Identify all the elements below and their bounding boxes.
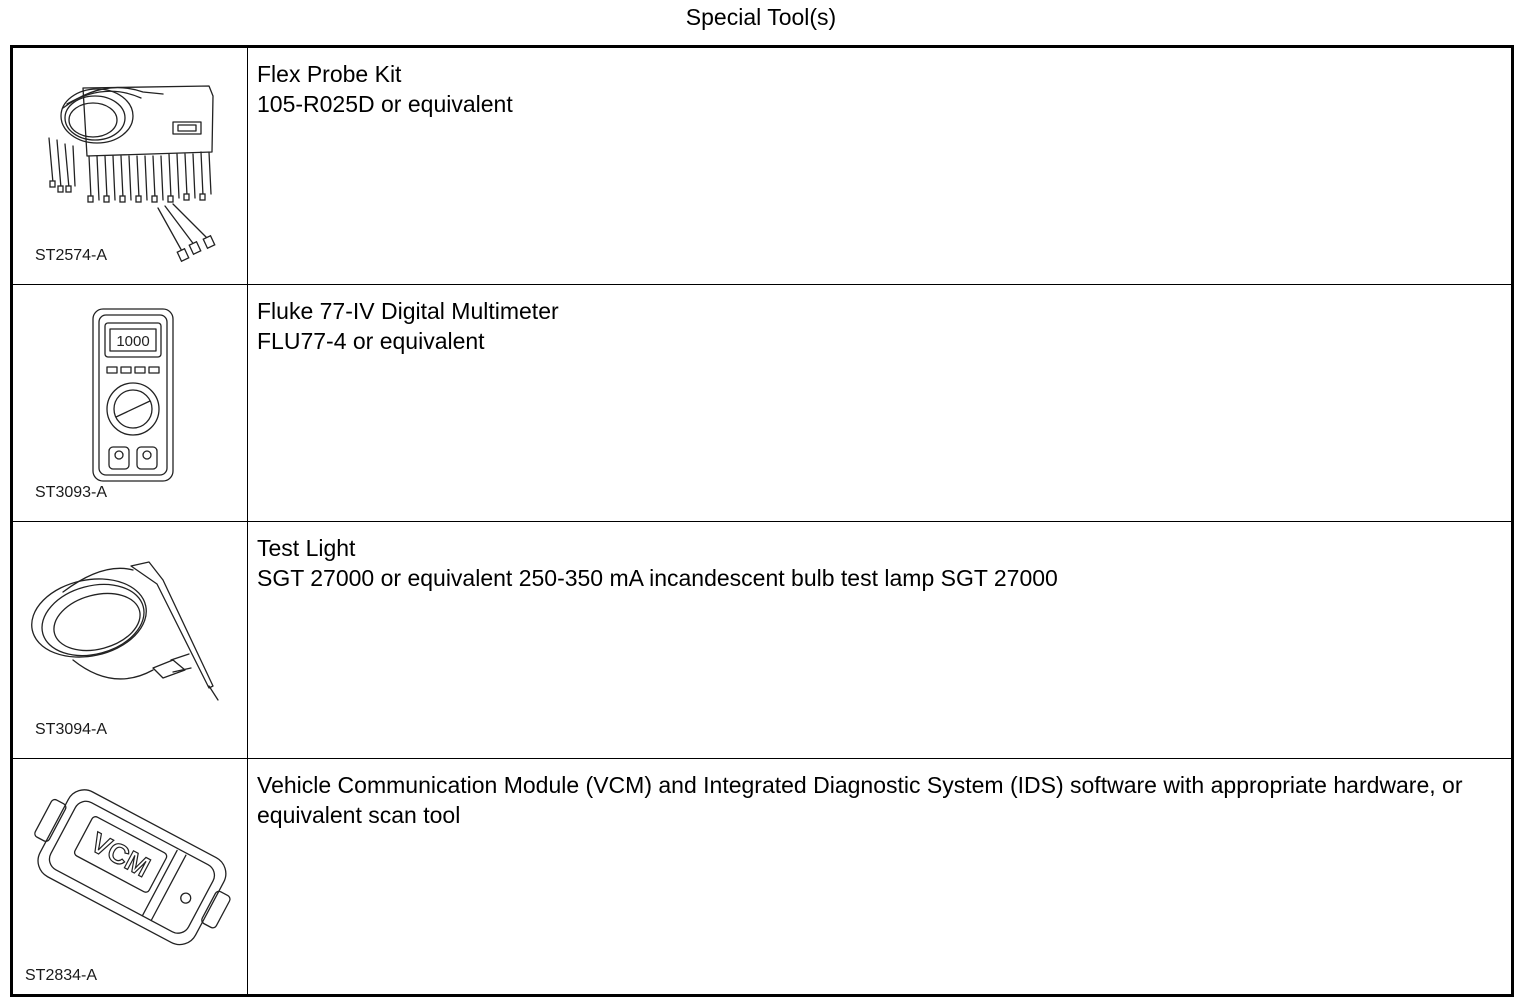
page-title: Special Tool(s) <box>685 4 837 30</box>
tool-description <box>257 59 1491 119</box>
figure-code: ST2574-A <box>35 247 108 264</box>
tool-row-flex-probe-kit <box>13 48 1511 285</box>
tool-description <box>257 533 1491 593</box>
vcm-device-label: VCM <box>85 826 156 884</box>
tool-detail: 105-R025D or equivalent <box>257 91 513 117</box>
tool-image-cell <box>13 522 248 758</box>
tool-description <box>257 296 1491 356</box>
tool-image-cell <box>13 285 248 521</box>
tool-row-test-light <box>13 522 1511 759</box>
special-tools-table <box>10 45 1514 997</box>
tool-detail: SGT 27000 or equivalent 250-350 mA incandescent bulb test lamp SGT 27000 <box>257 565 1058 591</box>
tool-row-digital-multimeter <box>13 285 1511 522</box>
tool-image-cell <box>13 48 248 284</box>
tool-detail: FLU77-4 or equivalent <box>257 328 485 354</box>
figure-code: ST3093-A <box>35 484 108 501</box>
tool-row-vcm-ids <box>13 759 1511 994</box>
vcm-module-icon <box>13 759 247 993</box>
tool-description <box>257 770 1491 830</box>
tool-name: Vehicle Communication Module (VCM) and Integrated Diagnostic System (IDS) software with appropriate hardware, or equivalent scan tool <box>257 772 1463 828</box>
tool-image-cell <box>13 759 248 994</box>
tool-name: Test Light <box>257 535 356 561</box>
figure-code: ST2834-A <box>25 967 98 984</box>
tool-name: Fluke 77-IV Digital Multimeter <box>257 298 559 324</box>
tool-name: Flex Probe Kit <box>257 61 402 87</box>
multimeter-display-reading: 1000 <box>116 333 150 350</box>
figure-code: ST3094-A <box>35 721 108 738</box>
